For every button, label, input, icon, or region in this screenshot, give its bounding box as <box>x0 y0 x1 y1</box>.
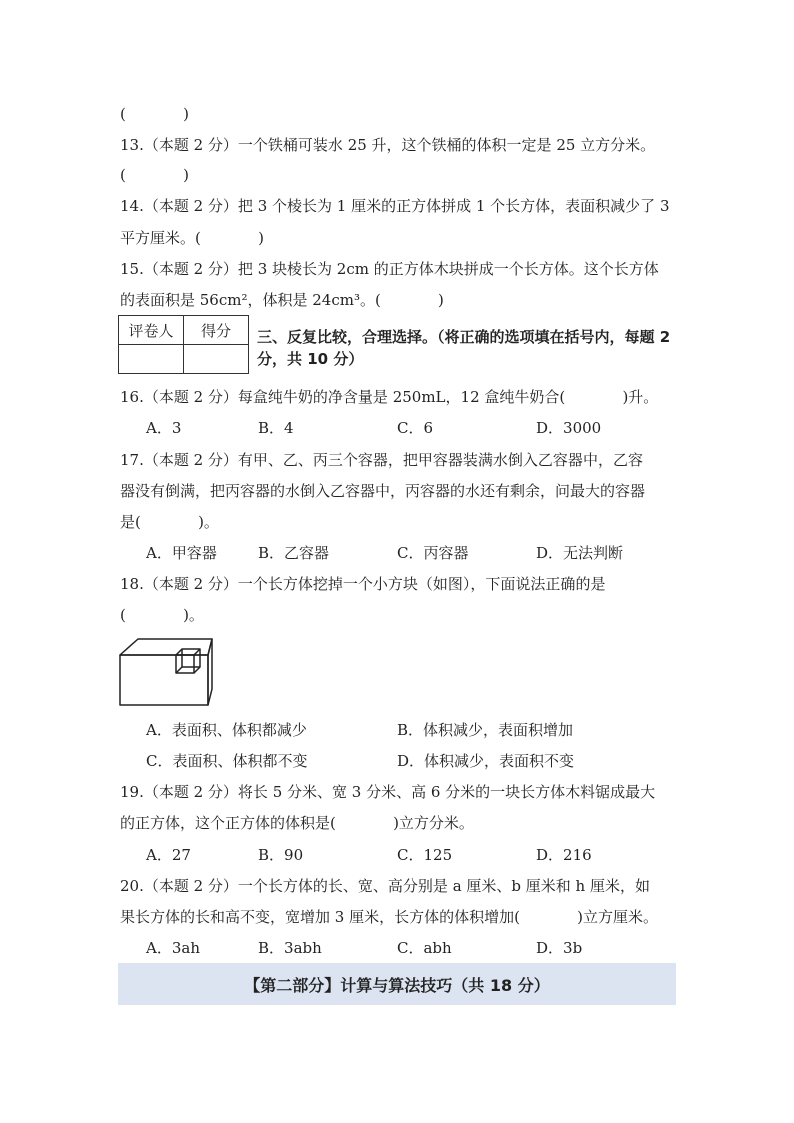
grader-header: 评卷人 <box>119 316 184 345</box>
q20-text: 20.（本题 2 分）一个长方体的长、宽、高分别是 a 厘米、b 厘米和 h 厘米，如 <box>120 877 650 895</box>
q13-text: 13.（本题 2 分）一个铁桶可装水 25 升，这个铁桶的体积一定是 25 立方分米。 <box>120 136 656 154</box>
q17-option-c[interactable]: C．丙容器 <box>397 544 469 562</box>
q20-option-a[interactable]: A．3ah <box>146 939 200 957</box>
q16-option-c[interactable]: C．6 <box>397 419 434 437</box>
q18-text: 18.（本题 2 分）一个长方体挖掉一个小方块（如图），下面说法正确的是 <box>120 575 606 593</box>
part-two-banner: 【第二部分】计算与算法技巧（共 18 分） <box>118 963 676 1005</box>
q20-option-b[interactable]: B．3abh <box>258 939 322 957</box>
q20-option-c[interactable]: C．abh <box>397 939 452 957</box>
q19-text: 19.（本题 2 分）将长 5 分米、宽 3 分米、高 6 分米的一块长方体木料锯成最大 <box>120 783 656 801</box>
q15-text-cont: 的表面积是 56cm²，体积是 24cm³。( ) <box>120 291 444 309</box>
q13-answer-blank: ( ) <box>120 166 189 184</box>
q17-option-b[interactable]: B．乙容器 <box>258 544 330 562</box>
q19-text-cont: 的正方体，这个正方体的体积是( )立方分米。 <box>120 814 474 832</box>
q20-text-cont: 果长方体的长和高不变，宽增加 3 厘米，长方体的体积增加( )立方厘米。 <box>120 908 659 926</box>
q18-answer-blank: ( )。 <box>120 606 204 624</box>
q15-text: 15.（本题 2 分）把 3 块棱长为 2cm 的正方体木块拼成一个长方体。这个长方体 <box>120 260 659 278</box>
q17-option-d[interactable]: D．无法判断 <box>536 544 624 562</box>
q19-option-b[interactable]: B．90 <box>258 846 304 864</box>
q18-option-c[interactable]: C．表面积、体积都不变 <box>146 752 308 770</box>
cuboid-front-face <box>120 655 208 705</box>
q16-option-a[interactable]: A．3 <box>146 419 182 437</box>
cuboid-side-face <box>208 639 212 705</box>
q12-answer-blank: ( ) <box>120 105 189 123</box>
q14-text-cont: 平方厘米。( ) <box>120 229 264 247</box>
q17-text-cont: 器没有倒满，把丙容器的水倒入乙容器中，丙容器的水还有剩余，问最大的容器 <box>120 482 646 500</box>
q20-option-d[interactable]: D．3b <box>536 939 583 957</box>
score-cell[interactable] <box>184 345 249 374</box>
q19-option-c[interactable]: C．125 <box>397 846 453 864</box>
q17-option-a[interactable]: A．甲容器 <box>146 544 217 562</box>
section-three-heading: 三、反复比较，合理选择。（将正确的选项填在括号内，每题 2 分，共 10 分） <box>257 328 671 368</box>
q16-option-d[interactable]: D．3000 <box>536 419 602 437</box>
q14-text: 14.（本题 2 分）把 3 个棱长为 1 厘米的正方体拼成 1 个长方体，表面积减少了 3 <box>120 197 670 215</box>
cuboid-top-face <box>120 639 212 655</box>
q17-text-cont2: 是( )。 <box>120 513 219 531</box>
q18-option-a[interactable]: A．表面积、体积都减少 <box>146 721 307 739</box>
cuboid-figure <box>118 635 214 707</box>
q18-option-b[interactable]: B．体积减少，表面积增加 <box>397 721 574 739</box>
q16-text: 16.（本题 2 分）每盒纯牛奶的净含量是 250mL，12 盒纯牛奶合( )升。 <box>120 388 659 406</box>
q16-option-b[interactable]: B．4 <box>258 419 294 437</box>
q17-text: 17.（本题 2 分）有甲、乙、丙三个容器，把甲容器装满水倒入乙容器中，乙容 <box>120 451 643 469</box>
notch-inner-edge <box>176 667 182 673</box>
score-header: 得分 <box>184 316 249 345</box>
grader-cell[interactable] <box>119 345 184 374</box>
q19-option-a[interactable]: A．27 <box>146 846 191 864</box>
q19-option-d[interactable]: D．216 <box>536 846 592 864</box>
notch-edge <box>194 649 200 655</box>
q18-option-d[interactable]: D．体积减少，表面积不变 <box>397 752 575 770</box>
score-table <box>118 315 249 374</box>
